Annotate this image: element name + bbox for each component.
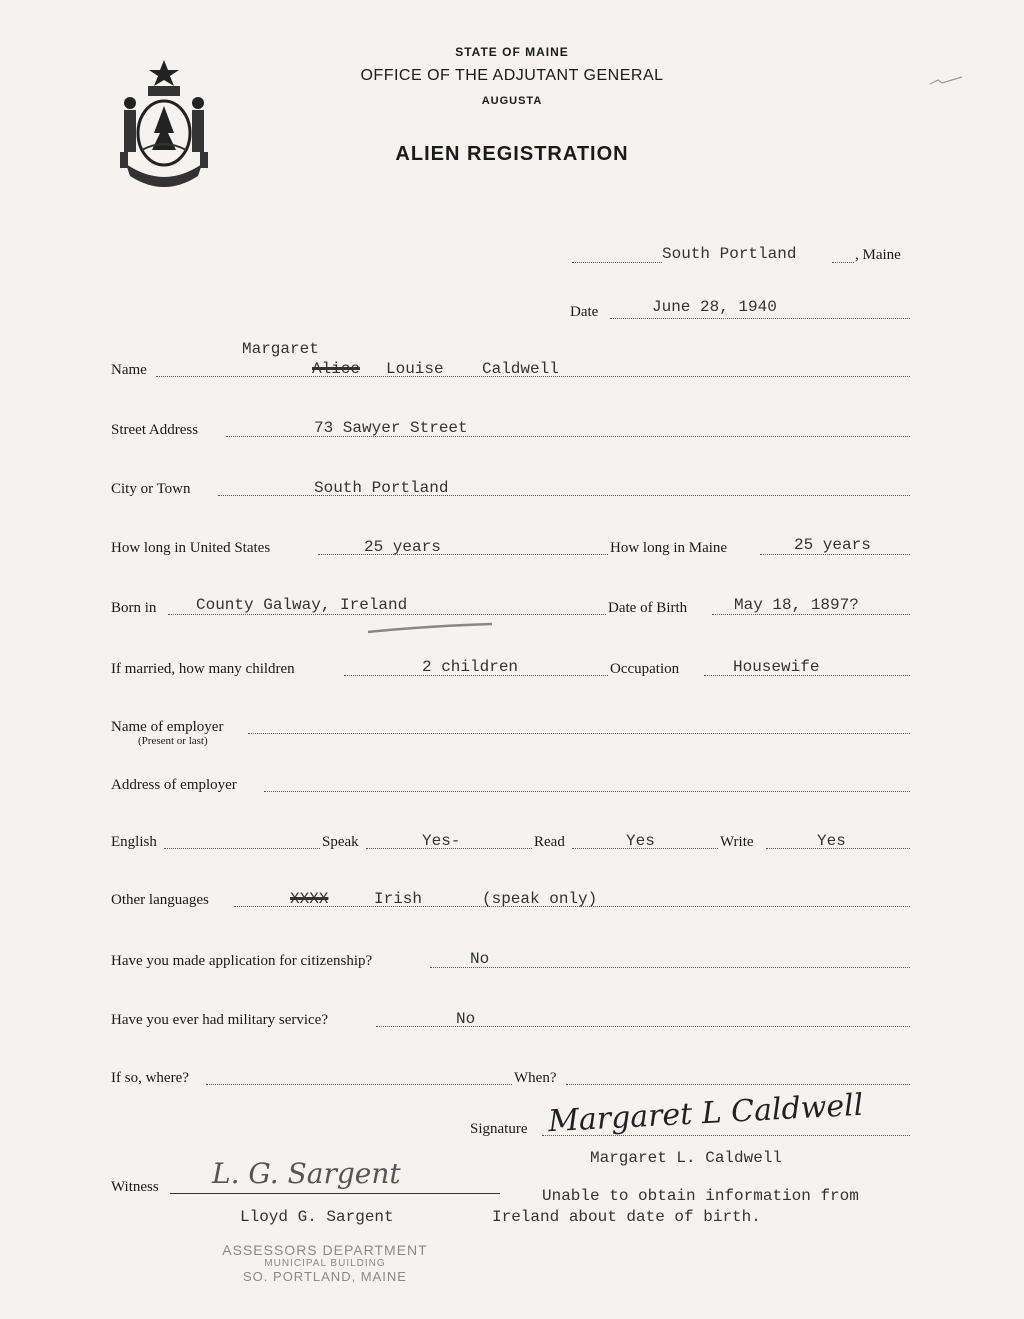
office-heading: OFFICE OF THE ADJUTANT GENERAL	[360, 67, 664, 84]
children-label: If married, how many children	[111, 661, 295, 677]
occupation-value: Housewife	[733, 658, 820, 676]
pencil-underline	[366, 622, 496, 641]
years-maine-value: 25 years	[794, 536, 871, 554]
date-label: Date	[570, 304, 599, 320]
stamp-line-3: SO. PORTLAND, MAINE	[243, 1269, 407, 1284]
employer-address-label: Address of employer	[111, 777, 237, 793]
employer-note: (Present or last)	[138, 735, 208, 747]
signature-label: Signature	[470, 1121, 528, 1137]
street-label: Street Address	[111, 422, 199, 438]
born-label: Born in	[111, 600, 157, 616]
other-languages-struck: XXXX	[290, 890, 329, 908]
date-value: June 28, 1940	[652, 298, 777, 316]
read-value: Yes	[626, 832, 655, 850]
military-label: Have you ever had military service?	[111, 1012, 328, 1028]
stamp-line-2: MUNICIPAL BUILDING	[264, 1258, 386, 1269]
signature-typed: Margaret L. Caldwell	[590, 1149, 783, 1167]
us-label: How long in United States	[111, 540, 271, 556]
street-value: 73 Sawyer Street	[314, 419, 468, 437]
write-value: Yes	[817, 832, 846, 850]
children-value: 2 children	[422, 658, 519, 676]
write-label: Write	[720, 834, 754, 850]
note-line-1: Unable to obtain information from	[542, 1187, 859, 1205]
other-languages-label: Other languages	[111, 892, 209, 908]
when-label: When?	[514, 1070, 557, 1086]
city-value: South Portland	[314, 479, 449, 497]
witness-label: Witness	[111, 1179, 159, 1195]
note-line-2: Ireland about date of birth.	[492, 1208, 761, 1226]
where-label: If so, where?	[111, 1070, 189, 1086]
maine-long-label: How long in Maine	[610, 540, 728, 556]
other-languages-note: (speak only)	[482, 890, 598, 908]
occupation-label: Occupation	[610, 661, 680, 677]
dob-label: Date of Birth	[608, 600, 688, 616]
assessors-stamp	[190, 1242, 460, 1284]
citizenship-value: No	[470, 950, 490, 968]
read-label: Read	[534, 834, 565, 850]
city-heading: AUGUSTA	[481, 95, 543, 107]
stamp-line-1: ASSESSORS DEPARTMENT	[222, 1242, 428, 1258]
name-middle: Louise	[386, 360, 444, 378]
name-insert: Margaret	[242, 340, 319, 358]
speak-label: Speak	[322, 834, 359, 850]
name-struck: Alice	[312, 360, 361, 378]
name-label: Name	[111, 362, 147, 378]
military-value: No	[456, 1010, 476, 1028]
english-label: English	[111, 834, 157, 850]
other-languages-value: Irish	[374, 890, 423, 908]
seal-label: MAINE	[149, 166, 179, 176]
witness-typed: Lloyd G. Sargent	[240, 1208, 394, 1226]
speak-value: Yes-	[422, 832, 461, 850]
employer-label: Name of employer	[111, 719, 224, 735]
town-value: South Portland	[662, 245, 797, 263]
dob-value: May 18, 1897?	[734, 596, 859, 614]
pencil-check-mark	[928, 74, 964, 93]
form-title: ALIEN REGISTRATION	[395, 143, 629, 165]
born-value: County Galway, Ireland	[196, 596, 408, 614]
years-us-value: 25 years	[364, 538, 441, 556]
witness-script: L. G. Sargent	[212, 1157, 401, 1190]
signature-script: Margaret L Caldwell	[547, 1087, 865, 1140]
city-label: City or Town	[111, 481, 191, 497]
state-heading: STATE OF MAINE	[455, 45, 569, 59]
maine-label: , Maine	[855, 247, 901, 263]
name-last: Caldwell	[482, 360, 559, 378]
citizenship-label: Have you made application for citizenship?	[111, 953, 373, 969]
